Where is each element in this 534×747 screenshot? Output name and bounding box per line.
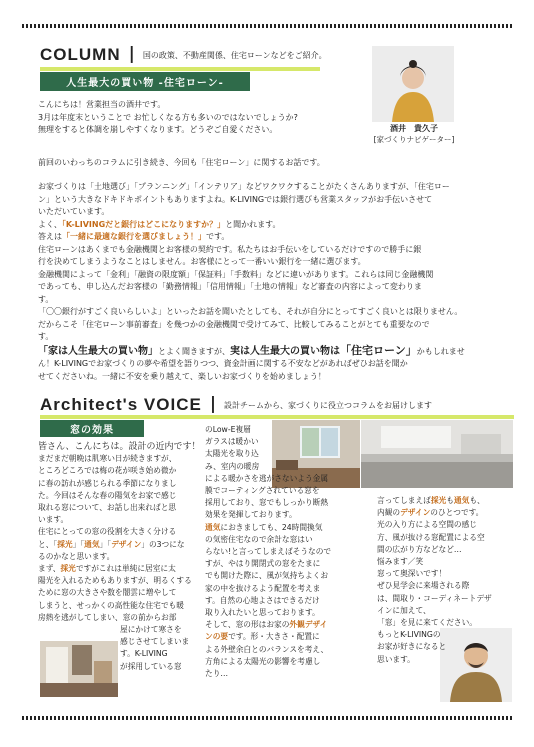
voice-text-line: 光の入り方による空間の感じ (377, 520, 477, 530)
voice-text-line: 膜でコーティングされている窓を (205, 486, 320, 496)
voice-text-line: 「窓」を見に来てください。 (377, 618, 477, 628)
voice-text-line: もっとK-LIVINGの (377, 630, 441, 640)
column-title: COLUMN (40, 45, 121, 64)
voice-text-line: は、間取り・コーディネートデザ (377, 593, 492, 603)
kitchen-photo (361, 420, 513, 488)
closing-emphasis: 「住宅ローン」 (340, 343, 417, 357)
title-separator: | (209, 394, 217, 414)
voice-column-3 (377, 495, 515, 666)
voice-text-line: 屋にかけて寒さを (120, 625, 182, 635)
column-text-line: 無理をすると体調を崩しやすくなります。どうぞご自愛ください。 (38, 125, 278, 134)
voice-text-line: 通気におきましても、24時間換気 (205, 522, 323, 532)
column-text-line: いただいています。 (38, 207, 110, 216)
voice-text-line: に春の訪れが感じられる季節になりまし (38, 478, 177, 488)
voice-subtitle: 設計チームから、家づくりに役立つコラムをお届けします (224, 401, 432, 410)
column-text-line: お家づくりは「土地選び」「プランニング」「インテリア」などワクワクすることがたくさんありますが、「住宅ロー (38, 182, 450, 191)
voice-text-line: 窓って奥深いです！ (377, 569, 447, 579)
voice-text-line: と、「採光」「通気」「デザイン」の3つにな (38, 539, 185, 549)
voice-text-line: 太陽光を取り込 (205, 449, 259, 459)
voice-heading-box (40, 420, 144, 437)
voice-text-line: み、室内の暖房 (205, 461, 260, 471)
voice-text-line: らない!と言ってしまえばそうなので (205, 547, 332, 557)
question-suffix: と聞かれます。 (225, 219, 281, 229)
voice-text-line: のLow-E複層 (205, 425, 251, 434)
voice-text-line: 住宅にとっての窓の役割を大きく分ける (38, 527, 177, 537)
voice-text-line: による暖かさを逃がさないよう金属 (205, 473, 329, 483)
column-text-line: こんにちは！営業担当の酒井です。 (38, 100, 166, 109)
voice-text-line: でも開けた際に、風が気持ちよくお (205, 571, 329, 581)
voice-text-line: そして、窓の形はお家の外観デザイ (205, 620, 328, 630)
question-highlight: 「K-LIVINGだと銀行はどこになりますか？」 (61, 219, 226, 229)
voice-text-line: 房熱を逃がしてしまい、窓の前からお部 (38, 612, 177, 622)
voice-underline (40, 415, 514, 419)
closing-text: かもしれませ (416, 346, 465, 356)
column-header (40, 46, 327, 63)
column-text-line: 金融機関によって「金利」「融資の限度額」「保証料」「手数料」などに違いがあります。これらは同じ金融機関 (38, 269, 434, 279)
column-subtitle: 国の政策、不動産関係、住宅ローンなどをご紹介。 (142, 51, 327, 60)
voice-text-line: 思います。 (377, 654, 415, 664)
voice-heading: 窓の効果 (70, 425, 114, 436)
answer-prefix: 答えは (38, 232, 62, 241)
question-prefix: よく、 (38, 219, 62, 229)
person-role: [家づくりナビゲーター] (373, 135, 455, 144)
voice-text-line: 取れる窓について、お話し出来ればと思 (38, 503, 177, 513)
column-text-line: す。 (38, 294, 54, 304)
voice-text-line: まず、採光ですがこれは単純に居室に太 (38, 564, 176, 574)
voice-text-line: 採用しており、窓でもしっかり断熱 (205, 498, 329, 508)
voice-text-line: ために窓の大きさや数を闇雲に増やして (38, 588, 177, 598)
voice-text-line: 悩みます／笑 (377, 557, 424, 567)
column-intro: 前回のいわっちのコラムに引き続き、今回も「住宅ローン」に関するお話です。 (38, 158, 325, 167)
voice-text-line: た。今回はそんな春の陽気をお家で感じ (38, 490, 177, 500)
voice-header (40, 396, 432, 413)
voice-text-line: す。K-LIVING (120, 649, 168, 659)
voice-text-line: 効果を発揮しております。 (205, 510, 297, 520)
answer-suffix: です。 (206, 232, 230, 241)
voice-text-line: すが、やはり開閉式の窓をたまに (205, 559, 321, 569)
column-text-line: ん！K-LIVINGでお家づくりの夢や希望を語りつつ、資金計画に関する不安などがあればぜひお話を聞か (38, 359, 408, 368)
voice-text-line: お家が好きになると (377, 642, 447, 652)
closing-text: とよく聞きますが、 (158, 346, 230, 356)
column-text-line: す。 (38, 332, 54, 341)
voice-text-line: インに加えて、 (377, 605, 431, 615)
voice-text-line: います。 (38, 515, 69, 525)
voice-text-line: しまうと、せっかくの高性能な住宅でも暖 (38, 600, 184, 610)
voice-text-line: が採用している窓 (120, 661, 182, 671)
column-text-line: であっても、申し込んだお客様の「勤務情報」「信用情報」「土地の情報」など審査の内容によって変わりま (38, 282, 422, 291)
column-text-line: ン」という大きなドキドキポイントもありますよね。K-LIVINGでは銀行選びも営業スタッフがお手伝いさせて (38, 194, 433, 204)
voice-text-line: 方、風が抜ける窓配置による空 (377, 532, 485, 542)
answer-highlight: 「一緒に最適な銀行を選びましょう！」 (62, 232, 206, 241)
bottom-divider (22, 716, 512, 720)
column-body (38, 181, 510, 383)
voice-text-line: 内観のデザインのひとつです。 (377, 508, 484, 518)
voice-text-line: ンの要です。形・大きさ・配置に (205, 632, 320, 642)
column-text-line: 3月は年度末ということで お忙しくなる方も多いのではないでしょうか? (38, 112, 298, 122)
column-text-line: 行を決めてしまうようなことはしません。お客様にとって一番いい銀行を一緒に選びます。 (38, 257, 366, 266)
closing-emphasis: 「家は人生最大の買い物」 (38, 345, 158, 357)
column-closing-line (38, 345, 510, 359)
column-text-line: だからこそ「住宅ローン事前審査」を幾つかの金融機関で受けてみて、比較してみることがとても重要なので (38, 319, 430, 329)
voice-text-line: 皆さん、こんにちは。設計の近内です！ (38, 442, 201, 452)
voice-text-line: まだまだ朝晩は肌寒い日が続きますが、 (38, 454, 177, 464)
voice-text-line: ところどころでは梅の花が咲き始め微か (38, 466, 177, 476)
column-text-line: 住宅ローンはあくまでも金融機関とお客様の契約です。私たちはお手伝いをしているだけですので勝手に銀 (38, 244, 422, 254)
person-name: 酒井 貴久子 (390, 124, 438, 133)
voice-text-line: ぜひ見学会に来場される際 (377, 581, 470, 591)
top-divider (22, 24, 512, 28)
voice-column-2 (205, 424, 337, 680)
voice-text-line: 言ってしまえば採光も通気も、 (377, 496, 485, 505)
voice-text-line: 間の広がり方などなど… (377, 544, 462, 554)
voice-text-line: 取り入れたいと思っております。 (205, 608, 320, 618)
title-separator: | (128, 44, 135, 64)
voice-text-line: たり… (205, 669, 229, 679)
voice-title: Architect's VOICE (40, 395, 202, 414)
column-question-line (38, 219, 510, 232)
staff-photo (372, 46, 454, 122)
voice-text-line: す。自然の心地よさはできるだけ (205, 595, 320, 605)
voice-text-line: よる外壁余白とのバランスを考え、 (205, 644, 329, 654)
voice-text-line: 陽光を入れるためもありますが、明るくする (38, 576, 192, 586)
column-underline (40, 67, 320, 71)
column-heading-box (40, 72, 250, 91)
voice-text-line: 方角による太陽光の影響を考慮し (205, 656, 321, 666)
column-heading: 人生最大の買い物 -住宅ローン- (66, 78, 224, 89)
column-answer-line (38, 231, 510, 244)
column-text-line: せてくださいね。一緒に不安を乗り越えて、楽しいお家づくりを始めましょう！ (38, 371, 326, 381)
voice-text-line: 家の中を抜けるよう配置を考えま (205, 583, 321, 593)
column-greeting (38, 99, 358, 137)
closing-emphasis: 実は人生最大の買い物は (230, 345, 340, 357)
voice-text-line: の気密住宅なので余計な窓はい (205, 534, 313, 544)
column-text-line: 「〇〇銀行がすごく良いらしいよ」といったお話を聞いたとしても、それが自分にとってすごく良いとは限りません。 (38, 307, 463, 316)
voice-text-line: るのかなと思います。 (38, 551, 115, 561)
voice-text-line: ガラスは暖かい (205, 437, 259, 447)
voice-text-line: 感じさせてしまいま (120, 637, 190, 647)
